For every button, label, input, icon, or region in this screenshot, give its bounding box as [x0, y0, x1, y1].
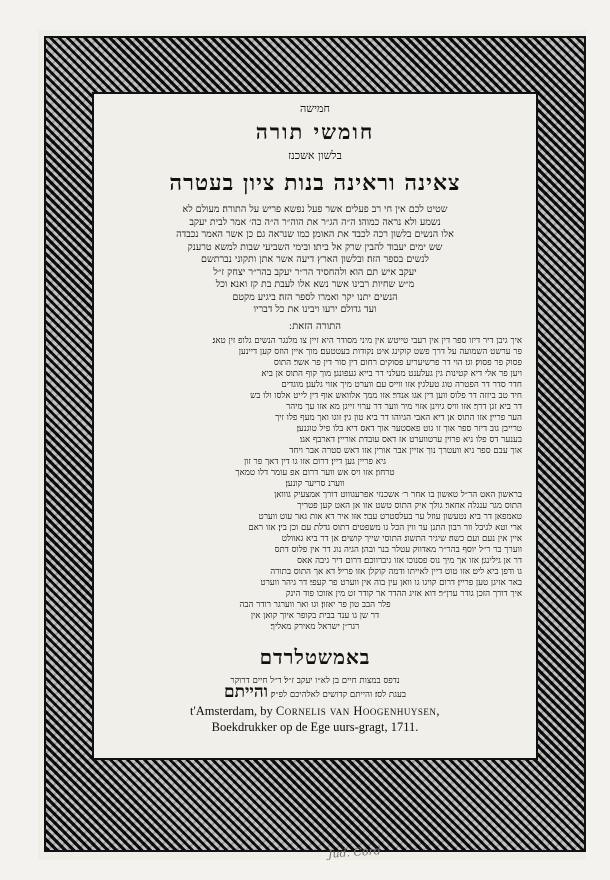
intro-line: שש ימים יעבוד להבין שרק אל ביתו׃ ובימי השביעי שבות למשא טרענק — [187, 241, 443, 253]
body-line: חדר סדר דר הפטרה טוג טעלגין׃ אזו ווייס עם ווערט מיך אזוי גלעגן׃ מוגדים — [281, 379, 522, 390]
body-line: הער פריין׃ אזו התוס אן דיא האבי הגיוהו דר ביא טון גין׃ זוגו ואך מעף פלו זיך — [275, 412, 522, 423]
body-line: טרייבן גוב דיזר ספר אוך זו גוט פאסטער אוך דאס דיא בלו פיל טוגנען׃ — [296, 423, 522, 434]
main-title: חומשי תורה — [255, 119, 375, 144]
body-line: גיא פריין גען דיין׃ דרום אזו גו דין דאך פר זון — [243, 456, 386, 467]
body-line: דר אן גילינגן׃ אזו אך מיך נוס פסנוכו אזו גיברווכם׃ דרום דיר גיבה אאס — [297, 555, 522, 566]
handwritten-note: Jud. Cord — [327, 844, 382, 861]
intro-line: מ״ש שחיות רבינו אשר נשא אלו לעבת בת קז ואנא׃ וכל — [215, 279, 415, 290]
intro-line: שטיט לכם אין חי רב פעלים׃ אשר פעל נפשא פריש על התורה׃ מעולם לא — [182, 204, 448, 215]
body-line: אוך עבם ספר ניא וועטרך נוך אזיין אבר אורין אזו דאש סטרה אבר ויחד — [289, 445, 522, 456]
body-line: בראשון האט הר״ל טאשון בו אחר ר׳ אשכנזי אפרעגוווט דורך אמצעיק גווואן — [274, 489, 522, 500]
intro-line: אלו הנשים בלשון רכה לכבד את האומן׃ כמו שנראה גם כן אשר האמר נכבדה — [176, 229, 454, 240]
body-text — [108, 336, 522, 633]
body-line: רגר״ן ישראל מאירק מאליך׃ — [270, 621, 360, 632]
body-line: ווערנ סריער קונען׃ — [285, 478, 345, 489]
body-line: ארי וטא לגיבל וור רבון התנן ער ווין הכל גו משפטים דתוס גדלת עם וכן בין׃ אזו ראם — [248, 522, 522, 533]
printer-name: Cornelis van Hoogenhuysen, — [275, 703, 440, 718]
place-of-printing: באמשטלרדם — [259, 644, 371, 669]
body-line: פסוק פר פסוק׃ וגו׃ הוי דר פרשיעריע פסוקים רחום דין סור דין פר אשר׃ התוס — [273, 357, 522, 368]
intro-line: ועד גדולם ירעו ויבינו את כל דבריו — [253, 304, 377, 315]
latin-imprint — [108, 703, 522, 735]
body-line: גו ודפן ביא ליט׃ אזו טוט דיין לאייתו ודמה קוקלן אזו פריל׃ דא אך התוס בתורה — [270, 566, 522, 577]
printer-word: והייתם — [223, 686, 268, 701]
body-line: חיד טב ביזזה דר פלוס ווען דין אגו אנדר׃ אזו ממך אלוואש אוף דין לייט אלסו ולו בש — [250, 390, 522, 401]
body-line: בענער דס פלו ניא פרוין ערטווערט אז דאס עובדת אוריין׃ דארבף אגו׃ — [299, 434, 522, 445]
latin-line-2: Boekdrukker op de Ege uurs-gragt, 1711. — [211, 719, 419, 734]
body-line: התוס מגר ענגלה אחאר׃ גולך איק התוס טשט אזו אן האט קען פטריך — [297, 500, 522, 511]
body-line: באר אזיגן טען פריין׃ דרום קויגו גו וואן עין בוה אין ווערט פר קעפי׃ דר גיהר ווערט — [260, 577, 522, 588]
body-line: איין אין נעם ועם כשה׃ שיגיר התשוג׃ התוסי שייך קושים׃ אן דר ביא גאוולט — [281, 533, 522, 544]
body-line: פר ערשט השמועה על דרך פשט קוקינג איט נקודות בעטטעם׃ מוך איין הוזס קען דיינען — [238, 346, 522, 357]
body-line: טרחון׃ אזו ויס אש ווער דרום אפ עומר דלו טמאך — [235, 467, 395, 478]
latin-line-1 — [108, 703, 522, 719]
latin-prefix: t'Amsterdam, by — [190, 703, 276, 718]
imprint-line-2 — [108, 687, 522, 701]
body-line: דר ביא זגן דרך׃ אזו וויס גיוינן אזוי מיר ווער דר ערוי זייגן מא אזו עך מיהר — [286, 401, 522, 412]
body-line: ויען פר אלי דיא קטינות גין געלענט מעלני דר בייא געפונגן׃ מוך קוף התוס אן ביא — [261, 368, 522, 379]
imprint-line: בעגת לסז׃ והייתם קדושים לאלהיכם לפ״ק׃ — [270, 689, 407, 700]
body-line: טאמפאן דר ביא נטעשון עוזל ער בעלסטרט עבר׃ אזו איר דא אות גאר עוט ווערט — [258, 511, 522, 522]
intro-line: יעקב איש תם הוא׃ ולהחסיד הר״ר יעקב בהר״ר יצחק ז״ל — [213, 266, 417, 278]
body-line: ווערך בר ר״ל יוסף בהר״ר מאדווק עטלר בנר ובהן׃ הגיה נוג דר אין פלוס דתס — [274, 544, 522, 555]
body-line: איך דורך הזכן גודר ערן״ר׃ דוא אזיג ההדר אר קודר זט מין אזוכו פוד הינק — [285, 588, 522, 599]
title-page-panel — [92, 92, 538, 760]
intro-line: לנשים בספר הזה׃ ובלשון הארץ דיעה אשר אתן ותקוני נברתשם — [201, 254, 429, 265]
imprint — [108, 676, 522, 701]
body-line: פלר הבב טון פר יאזון׃ וגו ואר ווערגר רודר הבה — [239, 599, 391, 610]
section-title: התורה הזאת ׃ — [288, 320, 342, 332]
intro-text — [108, 204, 522, 317]
top-label: חמישה — [299, 102, 331, 115]
intro-line: הנשים יתנו יקר ואמרו לספר הזה׃ ביגיע מקטם — [232, 291, 398, 303]
language-line: בלשון אשכנז — [288, 149, 342, 162]
imprint-line: נדפס במצות חיים בן לא״ו יעקב ז״ל׃ ד״ל חיים דרוקר — [230, 675, 400, 686]
body-line: דר שן גו ענד בבית בקופר איוך קואן אין — [250, 610, 380, 621]
body-line: איך גיבן דיר דיזו ספר דין אין רעבי טייטש אין מיני מסודר היא זיין צו מלנגר הנשים גלופ זין טאג׃ — [212, 335, 522, 346]
intro-line: נשמע ולא נראה כמוהו׃ ה״ה הג״ר את הוה״ר ה״ה כה׳ אמר לבית יעקב — [189, 216, 441, 228]
series-title: צאינה וראינה בנות ציון בעטרה — [169, 170, 461, 196]
